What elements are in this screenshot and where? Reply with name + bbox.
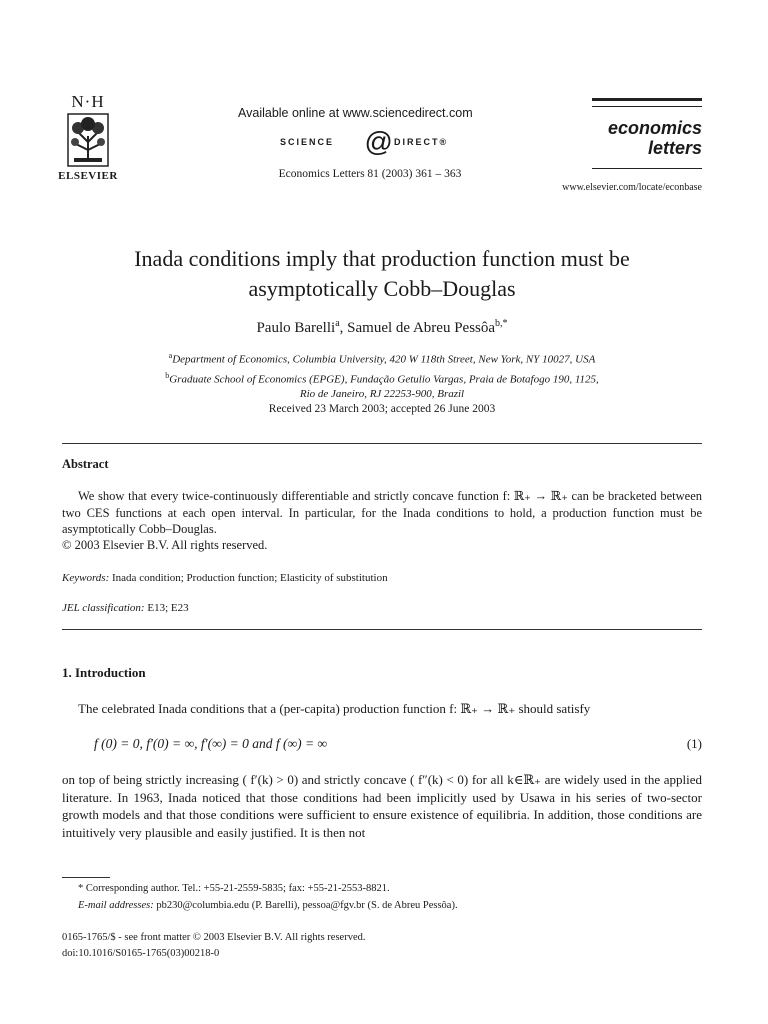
affiliation-b bbox=[60, 368, 704, 388]
issn-line: 0165-1765/$ - see front matter © 2003 Elsevier B.V. All rights reserved. bbox=[62, 932, 366, 943]
footnote-emails bbox=[78, 900, 698, 911]
footnote-rule bbox=[62, 877, 110, 878]
brand-rule-bottom bbox=[592, 168, 702, 169]
journal-brand-line1: economics bbox=[607, 118, 702, 138]
elsevier-logo bbox=[52, 92, 124, 184]
author-name: Paulo Barelli bbox=[256, 320, 336, 336]
affiliation-mark: b bbox=[165, 370, 170, 380]
author-list bbox=[60, 318, 704, 337]
affiliation-text: Graduate School of Economics (EPGE), Fundação Getulio Vargas, Praia de Botafogo 190, 1125, bbox=[169, 373, 599, 386]
affiliation-text: Department of Economics, Columbia University, 420 W 118th Street, New York, NY 10027, USA bbox=[172, 353, 596, 366]
section-heading: 1. Introduction bbox=[62, 665, 146, 680]
journal-reference: Economics Letters 81 (2003) 361 – 363 bbox=[278, 168, 462, 180]
affiliation-a bbox=[60, 348, 704, 368]
abstract-body bbox=[62, 488, 702, 538]
footnote-corresponding: * Corresponding author. Tel.: +55-21-2559-5835; fax: +55-21-2553-8821. bbox=[78, 883, 390, 894]
author-affiliation-mark: b,* bbox=[495, 318, 508, 329]
publisher-name: ELSEVIER bbox=[58, 170, 118, 182]
journal-brand bbox=[560, 118, 702, 158]
abstract-text: We show that every twice-continuously differentiable and strictly concave function f: ℝ₊ → ℝ₊ can be bracketed between two CES functions at each open interval. In particular, for the Inada conditions to hold, a production function must be asymptotically Cobb–Douglas. bbox=[62, 489, 702, 536]
author-affiliation-mark: a bbox=[335, 318, 340, 329]
affiliation-mark: a bbox=[168, 351, 173, 360]
sciencedirect-at-icon: @ bbox=[364, 126, 393, 157]
abstract-heading: Abstract bbox=[62, 457, 109, 471]
body-paragraph: The celebrated Inada conditions that a (per-capita) production function f: ℝ₊ → ℝ₊ should satisfy bbox=[78, 701, 591, 716]
brand-rule-top bbox=[592, 98, 702, 101]
article-title-line2: asymptotically Cobb–Douglas bbox=[248, 276, 516, 301]
publisher-mark: N·H bbox=[71, 92, 105, 111]
body-paragraph: on top of being strictly increasing ( f′(k) > 0) and strictly concave ( f″(k) < 0) for all k∈ℝ₊ are widely used in the applied literature. In 1963, Inada noticed that those conditions had been implicitly used by Usawa in his series of two-sector growth models and that those conditions were sufficient to ensure existence of equilibria. In addition, those conditions are intuitively very plausible and easily justified. It is then not bbox=[62, 772, 702, 840]
equation-number: (1) bbox=[686, 736, 702, 751]
sciencedirect-word-left: SCIENCE bbox=[280, 137, 335, 147]
email-label: E-mail addresses: bbox=[78, 900, 154, 911]
sciencedirect-logo bbox=[280, 128, 480, 158]
received-dates: Received 23 March 2003; accepted 26 June 2003 bbox=[268, 403, 496, 415]
keywords bbox=[62, 572, 702, 584]
equation: f (0) = 0, f′(0) = ∞, f′(∞) = 0 and f (∞) = ∞ bbox=[94, 736, 328, 751]
sciencedirect-word-right: DIRECT® bbox=[394, 137, 449, 147]
jel-label: JEL classification: bbox=[62, 602, 145, 614]
jel-classification bbox=[62, 602, 702, 614]
author-name: Samuel de Abreu Pessôa bbox=[347, 320, 496, 336]
divider-rule bbox=[62, 629, 702, 630]
affiliations bbox=[60, 348, 704, 402]
divider-rule bbox=[62, 443, 702, 444]
keywords-text: Inada condition; Production function; Elasticity of substitution bbox=[112, 572, 388, 584]
article-title-line1: Inada conditions imply that production function must be bbox=[134, 246, 630, 271]
jel-codes: E13; E23 bbox=[147, 602, 189, 614]
sciencedirect-availability: Available online at www.sciencedirect.com bbox=[238, 106, 473, 120]
doi-line[interactable]: doi:10.1016/S0165-1765(03)00218-0 bbox=[62, 948, 220, 959]
affiliation-b-continued: Rio de Janeiro, RJ 22253-900, Brazil bbox=[299, 388, 465, 401]
keywords-label: Keywords: bbox=[62, 572, 110, 584]
abstract-copyright: © 2003 Elsevier B.V. All rights reserved. bbox=[62, 538, 268, 552]
author-separator: , bbox=[339, 320, 348, 336]
email-addresses[interactable]: pb230@columbia.edu (P. Barelli), pessoa@fgv.br (S. de Abreu Pessôa). bbox=[156, 900, 458, 911]
article-title bbox=[60, 244, 704, 304]
elsevier-tree-icon bbox=[66, 112, 110, 168]
brand-rule-middle bbox=[592, 106, 702, 107]
journal-brand-line2: letters bbox=[647, 138, 702, 158]
journal-url[interactable]: www.elsevier.com/locate/econbase bbox=[562, 182, 702, 193]
